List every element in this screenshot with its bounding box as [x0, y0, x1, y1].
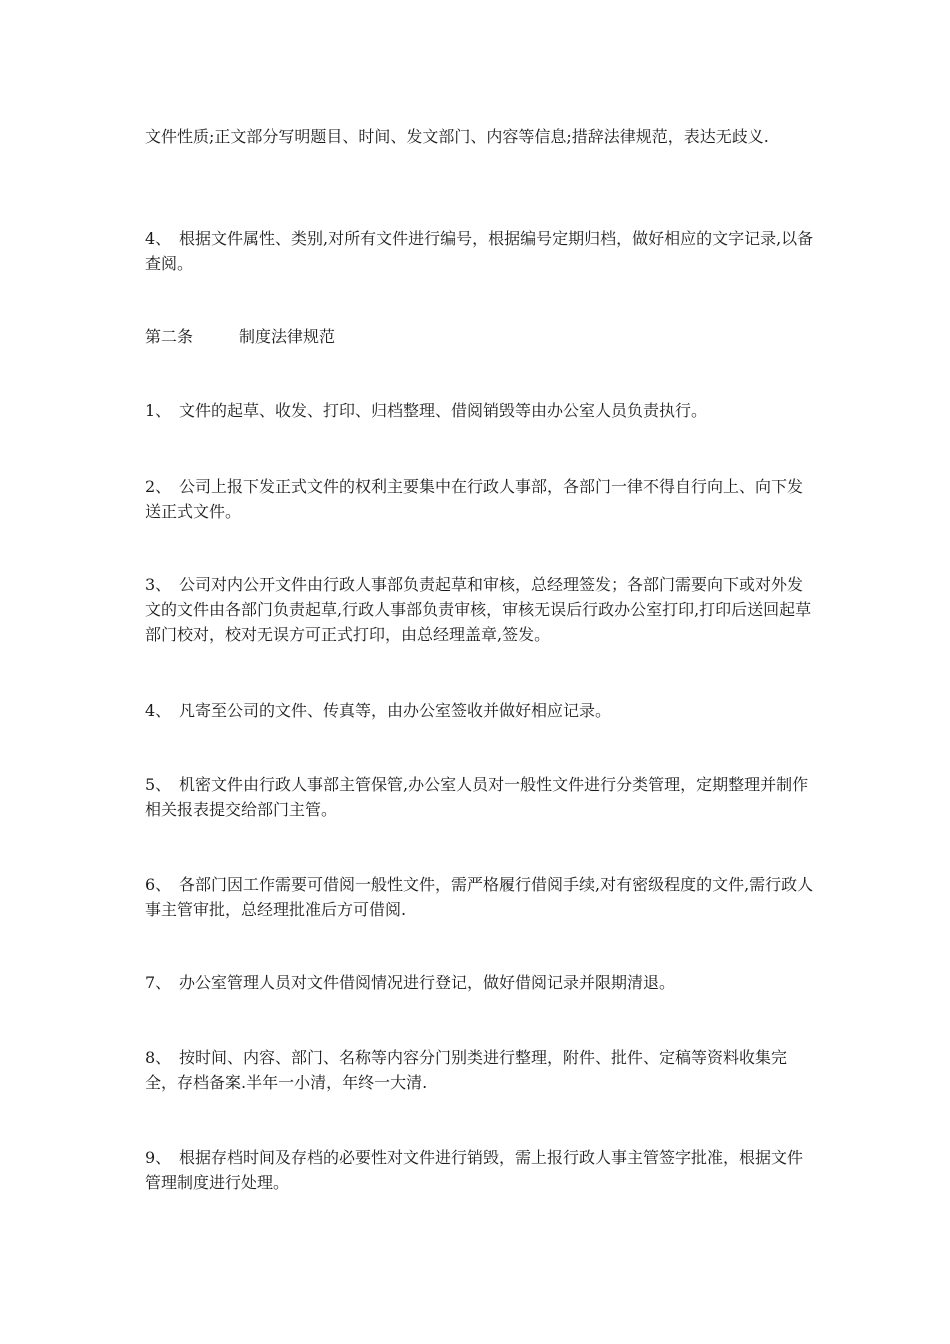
paragraph-number: 2、 — [145, 477, 172, 496]
paragraph-item-1 — [145, 398, 817, 423]
paragraph-text: 根据文件属性、类别,对所有文件进行编号，根据编号定期归档，做好相应的文字记录,以备查阅。 — [145, 229, 814, 273]
section-number: 第二条 — [145, 327, 194, 346]
paragraph-text: 办公室管理人员对文件借阅情况进行登记，做好借阅记录并限期清退。 — [179, 973, 676, 992]
section-heading — [145, 324, 817, 349]
paragraph-number: 1、 — [145, 401, 172, 420]
paragraph-number: 8、 — [145, 1048, 172, 1067]
paragraph-text: 文件性质;正文部分写明题目、时间、发文部门、内容等信息;措辞法律规范，表达无歧义. — [145, 127, 769, 146]
paragraph-text: 文件的起草、收发、打印、归档整理、借阅销毁等由办公室人员负责执行。 — [179, 401, 708, 420]
paragraph-item-4b — [145, 698, 817, 723]
paragraph-item-6 — [145, 872, 817, 922]
paragraph-item-8 — [145, 1045, 817, 1095]
paragraph-text: 根据存档时间及存档的必要性对文件进行销毁，需上报行政人事主管签字批准，根据文件管理制度进行处理。 — [145, 1148, 804, 1192]
paragraph-number: 7、 — [145, 973, 172, 992]
paragraph-number: 9、 — [145, 1148, 172, 1167]
paragraph-number: 4、 — [145, 701, 172, 720]
paragraph-item-4 — [145, 226, 817, 276]
paragraph-number: 5、 — [145, 775, 172, 794]
paragraph-text: 各部门因工作需要可借阅一般性文件，需严格履行借阅手续,对有密级程度的文件,需行政人事主管审批，总经理批准后方可借阅. — [145, 875, 814, 919]
paragraph-text: 按时间、内容、部门、名称等内容分门别类进行整理，附件、批件、定稿等资料收集完全，存档备案.半年一小清，年终一大清. — [145, 1048, 788, 1092]
paragraph-item-7 — [145, 970, 817, 995]
section-title: 制度法律规范 — [239, 327, 336, 346]
paragraph-number: 6、 — [145, 875, 172, 894]
paragraph-text: 公司对内公开文件由行政人事部负责起草和审核，总经理签发；各部门需要向下或对外发文的文件由各部门负责起草,行政人事部负责审核，审核无误后行政办公室打印,打印后送回起草部门校对，校对无误方可正式打印，由总经理盖章,签发。 — [145, 575, 812, 644]
paragraph-number: 4、 — [145, 229, 172, 248]
paragraph-continuation — [145, 124, 817, 149]
paragraph-number: 3、 — [145, 575, 172, 594]
paragraph-item-2 — [145, 474, 817, 524]
paragraph-text: 凡寄至公司的文件、传真等，由办公室签收并做好相应记录。 — [179, 701, 612, 720]
paragraph-item-9 — [145, 1145, 817, 1195]
paragraph-text: 公司上报下发正式文件的权利主要集中在行政人事部，各部门一律不得自行向上、向下发送正式文件。 — [145, 477, 804, 521]
paragraph-item-5 — [145, 772, 817, 822]
paragraph-item-3 — [145, 572, 817, 647]
paragraph-text: 机密文件由行政人事部主管保管,办公室人员对一般性文件进行分类管理，定期整理并制作相关报表提交给部门主管。 — [145, 775, 809, 819]
